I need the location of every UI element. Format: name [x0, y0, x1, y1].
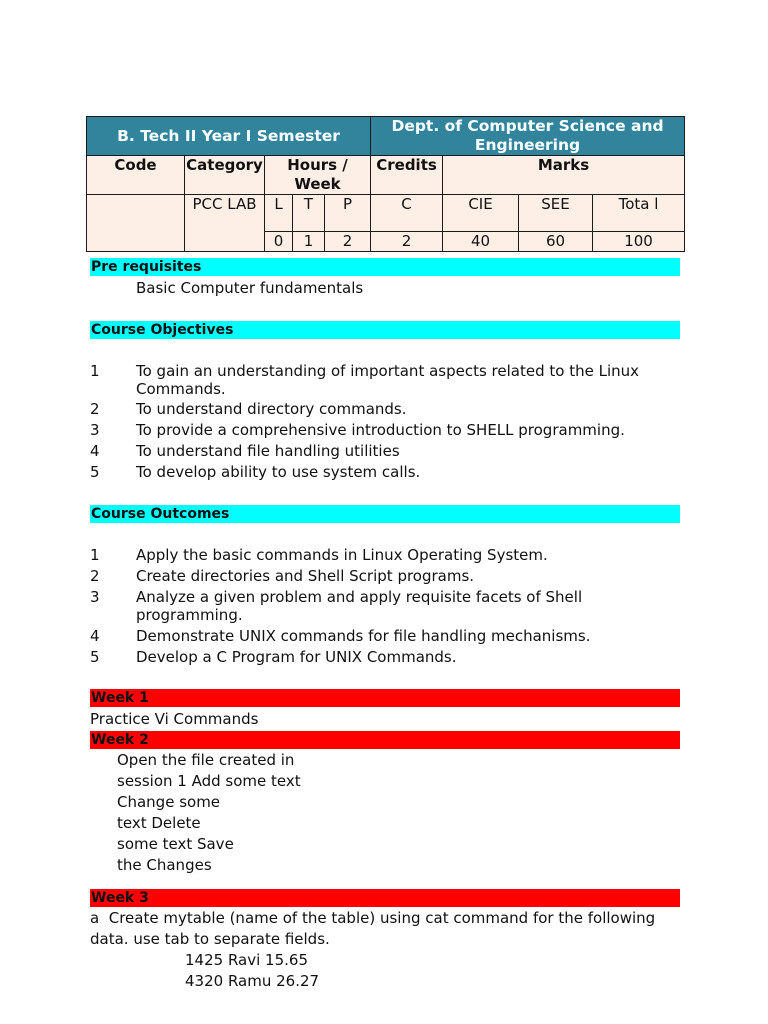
- week1-text: Practice Vi Commands: [90, 710, 259, 728]
- code-header: Code: [87, 156, 185, 195]
- week3-data-row: 1425 Ravi 15.65: [185, 951, 308, 969]
- item-number: 4: [90, 627, 100, 645]
- l-header: L: [265, 195, 293, 232]
- item-text: To understand file handling utilities: [136, 442, 400, 460]
- p-value: 2: [325, 232, 371, 252]
- item-number: 3: [90, 588, 100, 606]
- item-number: 1: [90, 546, 100, 564]
- c-value: 2: [371, 232, 443, 252]
- item-text: To provide a comprehensive introduction to SHELL programming.: [136, 421, 625, 439]
- prerequisites-text: Basic Computer fundamentals: [136, 279, 364, 297]
- semester-cell: B. Tech II Year I Semester: [87, 117, 371, 156]
- item-text: Apply the basic commands in Linux Operating System.: [136, 546, 548, 564]
- total-value: 100: [593, 232, 685, 252]
- week1-heading: Week 1: [90, 689, 680, 707]
- item-number: 5: [90, 648, 100, 666]
- cie-value: 40: [443, 232, 519, 252]
- week3-line: data. use tab to separate fields.: [90, 930, 330, 948]
- item-number: 2: [90, 400, 100, 418]
- t-value: 1: [293, 232, 325, 252]
- prerequisites-heading: Pre requisites: [90, 258, 680, 276]
- item-text: To understand directory commands.: [136, 400, 407, 418]
- l-value: 0: [265, 232, 293, 252]
- week2-line: text Delete: [117, 814, 201, 832]
- department-cell: Dept. of Computer Science and Engineering: [371, 117, 685, 156]
- t-header: T: [293, 195, 325, 232]
- item-number: 5: [90, 463, 100, 481]
- c-header: C: [371, 195, 443, 232]
- total-header: Tota l: [593, 195, 685, 232]
- p-header: P: [325, 195, 371, 232]
- cie-header: CIE: [443, 195, 519, 232]
- item-text: Develop a C Program for UNIX Commands.: [136, 648, 457, 666]
- item-number: 4: [90, 442, 100, 460]
- item-number: 3: [90, 421, 100, 439]
- code-value: [87, 195, 185, 252]
- week2-line: Open the file created in: [117, 751, 295, 769]
- week2-line: Change some: [117, 793, 221, 811]
- objectives-heading: Course Objectives: [90, 321, 680, 339]
- item-number: 2: [90, 567, 100, 585]
- week2-line: the Changes: [117, 856, 212, 874]
- credits-header: Credits: [371, 156, 443, 195]
- item-text: Demonstrate UNIX commands for file handling mechanisms.: [136, 627, 591, 645]
- week2-line: session 1 Add some text: [117, 772, 301, 790]
- see-header: SEE: [519, 195, 593, 232]
- item-text: To develop ability to use system calls.: [136, 463, 421, 481]
- week3-data-row: 4320 Ramu 26.27: [185, 972, 320, 990]
- week3-heading: Week 3: [90, 889, 680, 907]
- category-value: PCC LAB: [185, 195, 265, 252]
- marks-header: Marks: [443, 156, 685, 195]
- item-text: Create directories and Shell Script programs.: [136, 567, 475, 585]
- week2-heading: Week 2: [90, 731, 680, 749]
- hours-header: Hours / Week: [265, 156, 371, 195]
- outcomes-heading: Course Outcomes: [90, 505, 680, 523]
- week3-line: a Create mytable (name of the table) using cat command for the following: [90, 909, 656, 927]
- item-number: 1: [90, 362, 100, 380]
- item-text: Analyze a given problem and apply requisite facets of Shell programming.: [136, 588, 583, 624]
- item-text: To gain an understanding of important aspects related to the Linux Commands.: [136, 362, 640, 398]
- see-value: 60: [519, 232, 593, 252]
- category-header: Category: [185, 156, 265, 195]
- week2-line: some text Save: [117, 835, 234, 853]
- course-header-table: [86, 116, 685, 252]
